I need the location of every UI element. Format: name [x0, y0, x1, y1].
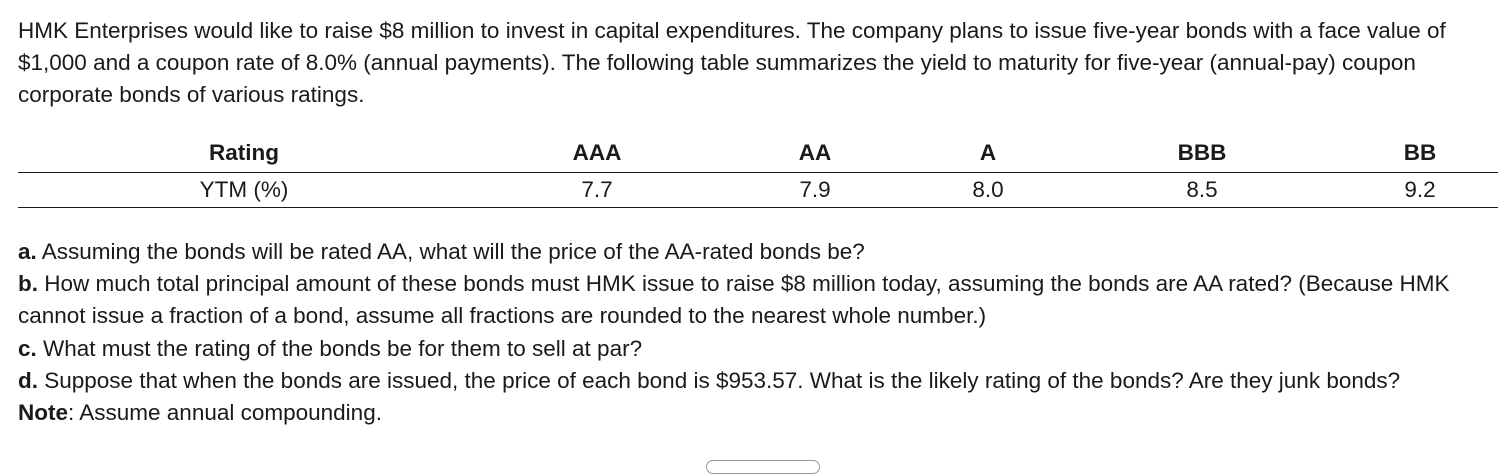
question-c	[18, 333, 1492, 365]
question-c-label: c.	[18, 335, 37, 361]
ytm-aa: 7.9	[799, 177, 831, 202]
note	[18, 397, 1492, 429]
question-a-text: Assuming the bonds will be rated AA, what will the price of the AA-rated bonds be?	[36, 239, 865, 264]
ytm-bb: 9.2	[1404, 177, 1436, 202]
question-b	[18, 268, 1492, 332]
question-d-text: Suppose that when the bonds are issued, the price of each bond is $953.57. What is the likely rating of the bonds? Are they junk bonds?	[38, 367, 1401, 393]
partial-button[interactable]	[706, 460, 820, 474]
ytm-a: 8.0	[972, 177, 1004, 202]
question-b-label: b.	[18, 271, 38, 297]
ytm-bbb: 8.5	[1186, 177, 1218, 202]
note-label: Note	[18, 400, 68, 426]
note-text: : Assume annual compounding.	[68, 400, 382, 426]
question-d-label: d.	[18, 367, 38, 393]
header-rating: Rating	[209, 140, 279, 165]
header-bbb: BBB	[1177, 140, 1227, 165]
problem-intro: HMK Enterprises would like to raise $8 million to invest in capital expenditures. The company plans to issue five-year bonds with a face value of $1,000 and a coupon rate of 8.0% (annual payments). The following table summarizes the yield to maturity for five-year (annual-pay) coupon corporate bonds of various ratings.	[18, 18, 1446, 107]
question-c-text: What must the rating of the bonds be for them to sell at par?	[36, 335, 643, 361]
row-label-ytm: YTM (%)	[199, 177, 289, 202]
header-bb: BB	[1403, 140, 1437, 165]
table-bottom-rule	[18, 207, 1498, 208]
questions-list	[18, 236, 1492, 429]
header-aaa: AAA	[572, 140, 622, 165]
header-aa: AA	[798, 140, 832, 165]
header-a: A	[979, 140, 997, 165]
table-header-rule	[18, 172, 1498, 173]
ytm-aaa: 7.7	[581, 177, 613, 202]
question-b-text: How much total principal amount of these bonds must HMK issue to raise $8 million today, assuming the bonds are AA rated? (Because HMK cannot issue a fraction of a bond, assume all fractions are rounded to the nearest whole number.)	[18, 271, 1450, 329]
question-a-label: a.	[18, 239, 37, 264]
question-d	[18, 365, 1492, 397]
question-a	[18, 236, 1492, 268]
